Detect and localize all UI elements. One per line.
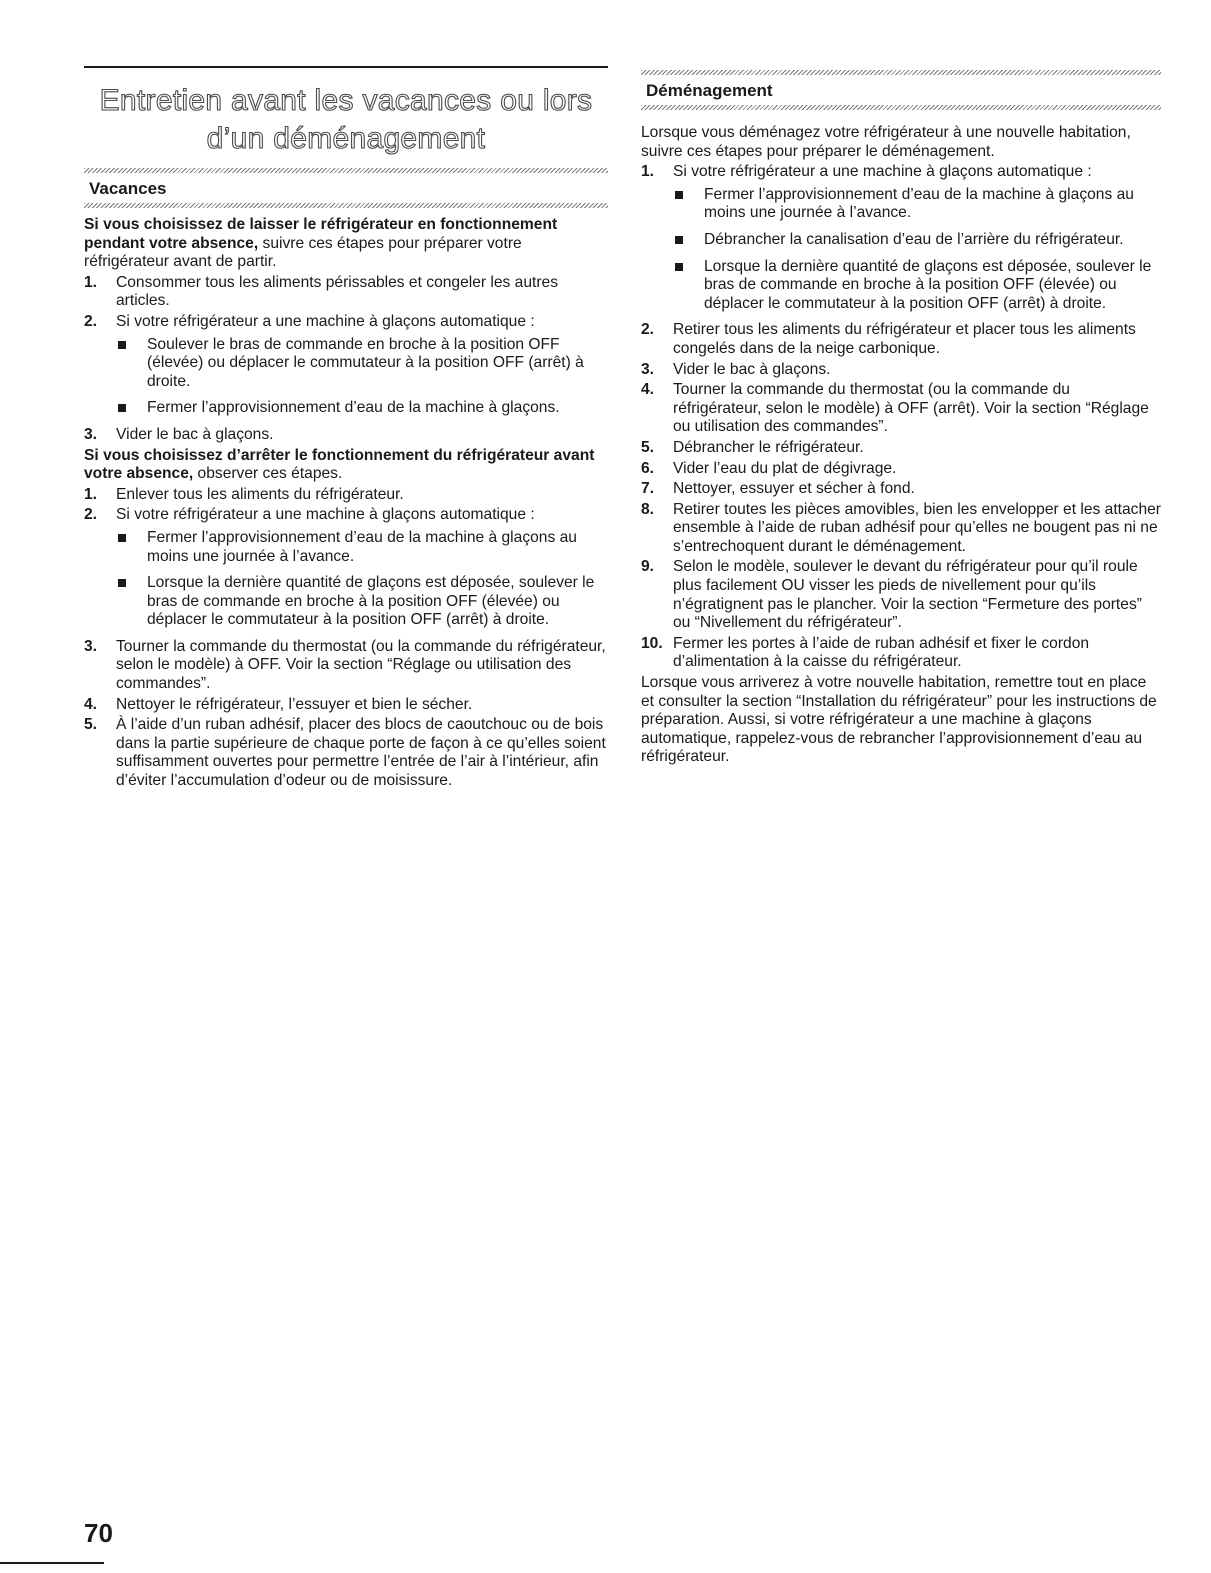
list-item (84, 426, 608, 445)
step-number: 5. (641, 438, 655, 456)
bullet-item (673, 231, 1161, 250)
list-item (84, 274, 608, 311)
section-rule-top (641, 70, 1161, 75)
bullet-list (673, 186, 1161, 314)
step-text: Retirer toutes les pièces amovibles, bien les envelopper et les attacher ensemble à l’aide de ruban adhésif pour qu’elles ne bougent pas ni ne s’entrechoquent durant le déménagement. (673, 500, 1161, 555)
intro-2-text: observer ces étapes. (193, 465, 343, 483)
step-text: Si votre réfrigérateur a une machine à glaçons automatique : (116, 312, 535, 330)
page-number: 70 (84, 1518, 113, 1548)
section-heading-demenagement: Déménagement (646, 81, 773, 100)
steps-list (641, 163, 1161, 672)
square-bullet-icon (118, 579, 126, 587)
square-bullet-icon (675, 236, 683, 244)
list-item (84, 313, 608, 418)
section-rule-bottom (641, 105, 1161, 110)
bullet-list (116, 529, 608, 630)
list-item (641, 321, 1161, 358)
step-text: Retirer tous les aliments du réfrigérateur et placer tous les aliments congelés dans de la neige carbonique. (673, 321, 1136, 357)
square-bullet-icon (118, 404, 126, 412)
step-number: 2. (641, 321, 655, 339)
step-number: 6. (641, 459, 655, 477)
intro-1-bold: Si vous choisissez de laisser le réfrigérateur en fonctionnement pendant votre absence, (84, 216, 558, 252)
step-number: 1. (84, 273, 98, 291)
step-text: Nettoyer le réfrigérateur, l’essuyer et bien le sécher. (116, 695, 473, 713)
step-text: Nettoyer, essuyer et sécher à fond. (673, 480, 915, 498)
step-number: 1. (641, 163, 655, 181)
bullet-item (116, 529, 608, 566)
bullet-list (116, 336, 608, 418)
list-item (641, 635, 1161, 672)
list-item (84, 716, 608, 790)
right-column (641, 68, 1161, 769)
step-number: 9. (641, 558, 655, 576)
list-item (84, 506, 608, 630)
step-number: 3. (641, 360, 655, 378)
bullet-item (116, 336, 608, 392)
list-item (641, 460, 1161, 479)
steps-list-2 (84, 486, 608, 791)
bullet-text: Lorsque la dernière quantité de glaçons est déposée, soulever le bras de commande en broche à la position OFF (élevée) ou déplacer le commutateur à la position OFF (arrêt) à droite. (704, 257, 1152, 312)
bullet-item (673, 186, 1161, 223)
bullet-item (116, 574, 608, 630)
step-number: 2. (84, 312, 98, 330)
step-text: Fermer les portes à l’aide de ruban adhésif et fixer le cordon d’alimentation à la caisse du réfrigérateur. (673, 634, 1090, 671)
step-text: Consommer tous les aliments périssables et congeler les autres articles. (116, 273, 559, 310)
section-rule-bottom (84, 203, 608, 208)
step-text: Vider le bac à glaçons. (116, 425, 274, 443)
bullet-text: Lorsque la dernière quantité de glaçons est déposée, soulever le bras de commande en broche à la position OFF (élevée) ou déplacer le commutateur à la position OFF (arrêt) à droite. (147, 574, 595, 629)
step-text: À l’aide d’un ruban adhésif, placer des blocs de caoutchouc ou de bois dans la partie supérieure de chaque porte de façon à ce qu’elles soient suffisamment ouvertes pour permettre l’entrée de l’air à l’intérieur, afin d’éviter l’accumulation d’odeur ou de moisissure. (116, 716, 606, 790)
left-column (84, 66, 608, 793)
list-item (84, 638, 608, 694)
step-number: 4. (84, 695, 98, 713)
page-title-line-1: Entretien avant les vacances ou lors (99, 84, 593, 117)
list-item (641, 439, 1161, 458)
intro-2-bold: Si vous choisissez d’arrêter le fonctionnement du réfrigérateur avant votre absence, (84, 446, 595, 483)
step-text: Si votre réfrigérateur a une machine à glaçons automatique : (116, 506, 535, 524)
square-bullet-icon (118, 534, 126, 542)
list-item (84, 696, 608, 715)
section-rule-top (84, 168, 608, 173)
square-bullet-icon (675, 263, 683, 271)
intro-1-text: suivre ces étapes pour préparer votre réfrigérateur avant de partir. (84, 234, 522, 271)
step-number: 10. (641, 634, 663, 652)
step-number: 5. (84, 716, 98, 734)
footer-rule (0, 1562, 104, 1564)
page-title (84, 82, 608, 158)
step-number: 4. (641, 381, 655, 399)
title-top-rule (84, 66, 608, 68)
list-item (641, 163, 1161, 313)
step-text: Tourner la commande du thermostat (ou la commande du réfrigérateur, selon le modèle) à OFF. Voir la section “Réglage ou utilisation des commandes”. (116, 637, 606, 693)
square-bullet-icon (675, 191, 683, 199)
steps-list-1 (84, 274, 608, 445)
bullet-text: Fermer l’approvisionnement d’eau de la machine à glaçons. (147, 399, 560, 417)
square-bullet-icon (118, 341, 126, 349)
bullet-text: Fermer l’approvisionnement d’eau de la machine à glaçons au moins une journée à l’avance. (704, 185, 1134, 222)
step-text: Tourner la commande du thermostat (ou la commande du réfrigérateur, selon le modèle) à OFF (arrêt). Voir la section “Réglage ou utilisation des commandes”. (673, 381, 1149, 436)
step-number: 8. (641, 500, 655, 518)
bullet-item (673, 258, 1161, 314)
step-text: Débrancher le réfrigérateur. (673, 438, 864, 456)
page-title-line-2: d’un déménagement (206, 122, 486, 155)
step-number: 1. (84, 485, 98, 503)
list-item (84, 486, 608, 505)
intro-paragraph-2 (84, 447, 608, 484)
list-item (641, 480, 1161, 499)
list-item (641, 501, 1161, 557)
intro-paragraph-1 (84, 216, 608, 272)
step-text: Vider le bac à glaçons. (673, 360, 831, 378)
step-text: Si votre réfrigérateur a une machine à glaçons automatique : (673, 163, 1092, 181)
bullet-text: Soulever le bras de commande en broche à la position OFF (élevée) ou déplacer le commutateur à la position OFF (arrêt) à droite. (147, 335, 584, 390)
step-number: 3. (84, 425, 98, 443)
bullet-text: Débrancher la canalisation d’eau de l’arrière du réfrigérateur. (704, 230, 1124, 248)
step-number: 2. (84, 506, 98, 524)
closing-paragraph: Lorsque vous arriverez à votre nouvelle habitation, remettre tout en place et consulter la section “Installation du réfrigérateur” pour les instructions de préparation. Aussi, si votre réfrigérateur a une machine à glaçons automatique, rappelez-vous de rebrancher l’approvisionnement d’eau au réfrigérateur. (641, 674, 1157, 766)
list-item (641, 361, 1161, 380)
step-number: 7. (641, 480, 655, 498)
bullet-text: Fermer l’approvisionnement d’eau de la machine à glaçons au moins une journée à l’avance. (147, 528, 577, 565)
step-number: 3. (84, 637, 98, 655)
section-heading-vacances: Vacances (89, 179, 167, 198)
bullet-item (116, 399, 608, 418)
step-text: Vider l’eau du plat de dégivrage. (673, 459, 897, 477)
step-text: Enlever tous les aliments du réfrigérateur. (116, 485, 404, 503)
intro-paragraph: Lorsque vous déménagez votre réfrigérateur à une nouvelle habitation, suivre ces étapes pour préparer le déménagement. (641, 124, 1131, 160)
list-item (641, 558, 1161, 632)
list-item (641, 381, 1161, 437)
step-text: Selon le modèle, soulever le devant du réfrigérateur pour qu’il roule plus facilement OU visser les pieds de nivellement pour qu’ils n’égratignent pas le plancher. Voir la section “Fermeture des portes” ou “Nivellement du réfrigérateur”. (673, 558, 1142, 632)
